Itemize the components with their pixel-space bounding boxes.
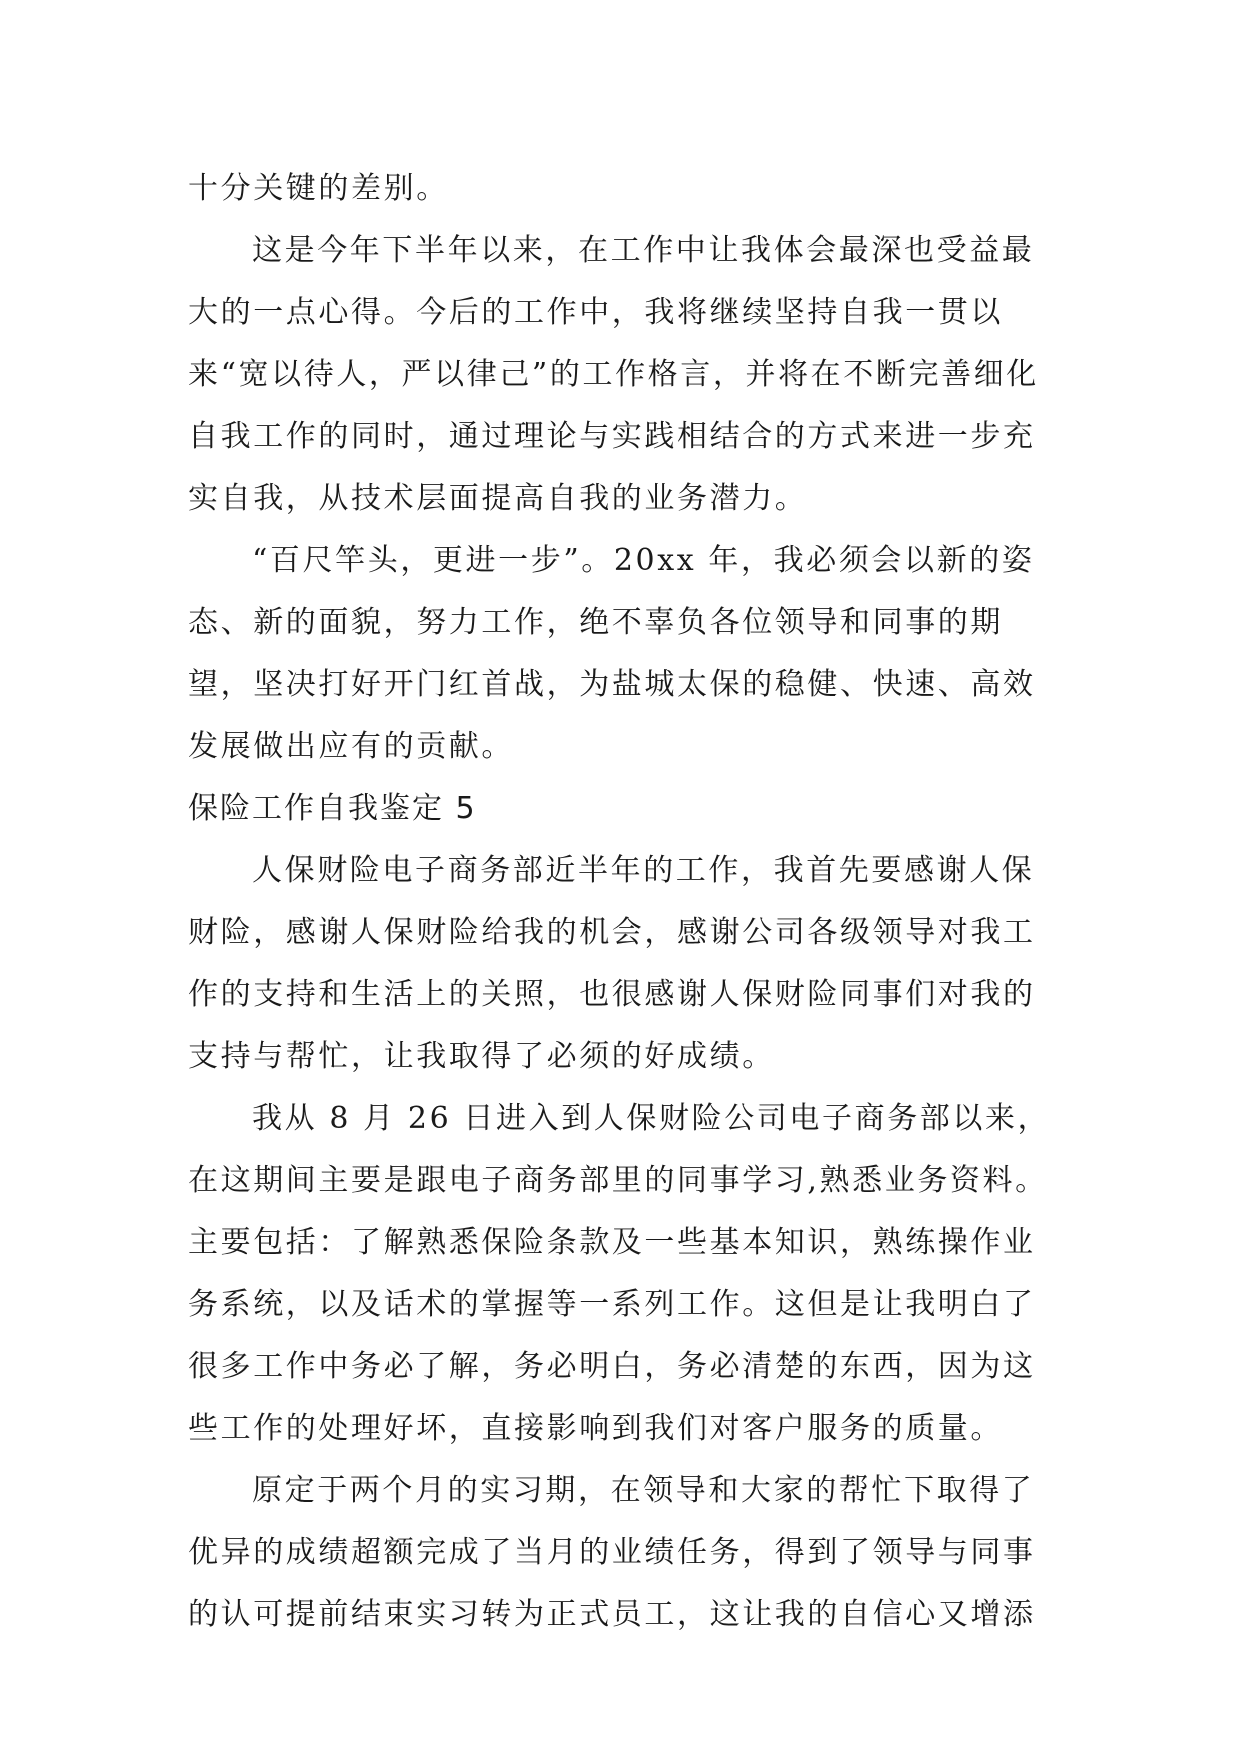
paragraph: 原定于两个月的实习期，在领导和大家的帮忙下取得了优异的成绩超额完成了当月的业绩任务，得到了领导与同事的认可提前结束实习转为正式员工，这让我的自信心又增添 xyxy=(188,1473,1036,1632)
paragraph: “百尺竿头，更进一步”。20xx 年，我必须会以新的姿态、新的面貌，努力工作，绝不辜负各位领导和同事的期望，坚决打好开门红首战，为盐城太保的稳健、快速、高效发展做出应有的贡献。 xyxy=(188,543,1036,764)
paragraph: 这是今年下半年以来，在工作中让我体会最深也受益最大的一点心得。今后的工作中，我将继续坚持自我一贯以来“宽以待人，严以律己”的工作格言，并将在不断完善细化自我工作的同时，通过理论与实践相结合的方式来进一步充实自我，从技术层面提高自我的业务潜力。 xyxy=(188,233,1039,516)
paragraph: 我从 8 月 26 日进入到人保财险公司电子商务部以来，在这期间主要是跟电子商务部里的同事学习,熟悉业务资料。主要包括：了解熟悉保险条款及一些基本知识，熟练操作业务系统，以及话术的掌握等一系列工作。这但是让我明白了很多工作中务必了解，务必明白，务必清楚的东西，因为这些工作的处理好坏，直接影响到我们对客户服务的质量。 xyxy=(188,1101,1051,1446)
section-heading: 保险工作自我鉴定 5 xyxy=(188,791,477,826)
paragraph: 人保财险电子商务部近半年的工作，我首先要感谢人保财险，感谢人保财险给我的机会，感谢公司各级领导对我工作的支持和生活上的关照，也很感谢人保财险同事们对我的支持与帮忙，让我取得了必须的好成绩。 xyxy=(188,853,1036,1074)
paragraph: 十分关键的差别。 xyxy=(188,171,449,206)
document-body xyxy=(188,158,1054,1646)
